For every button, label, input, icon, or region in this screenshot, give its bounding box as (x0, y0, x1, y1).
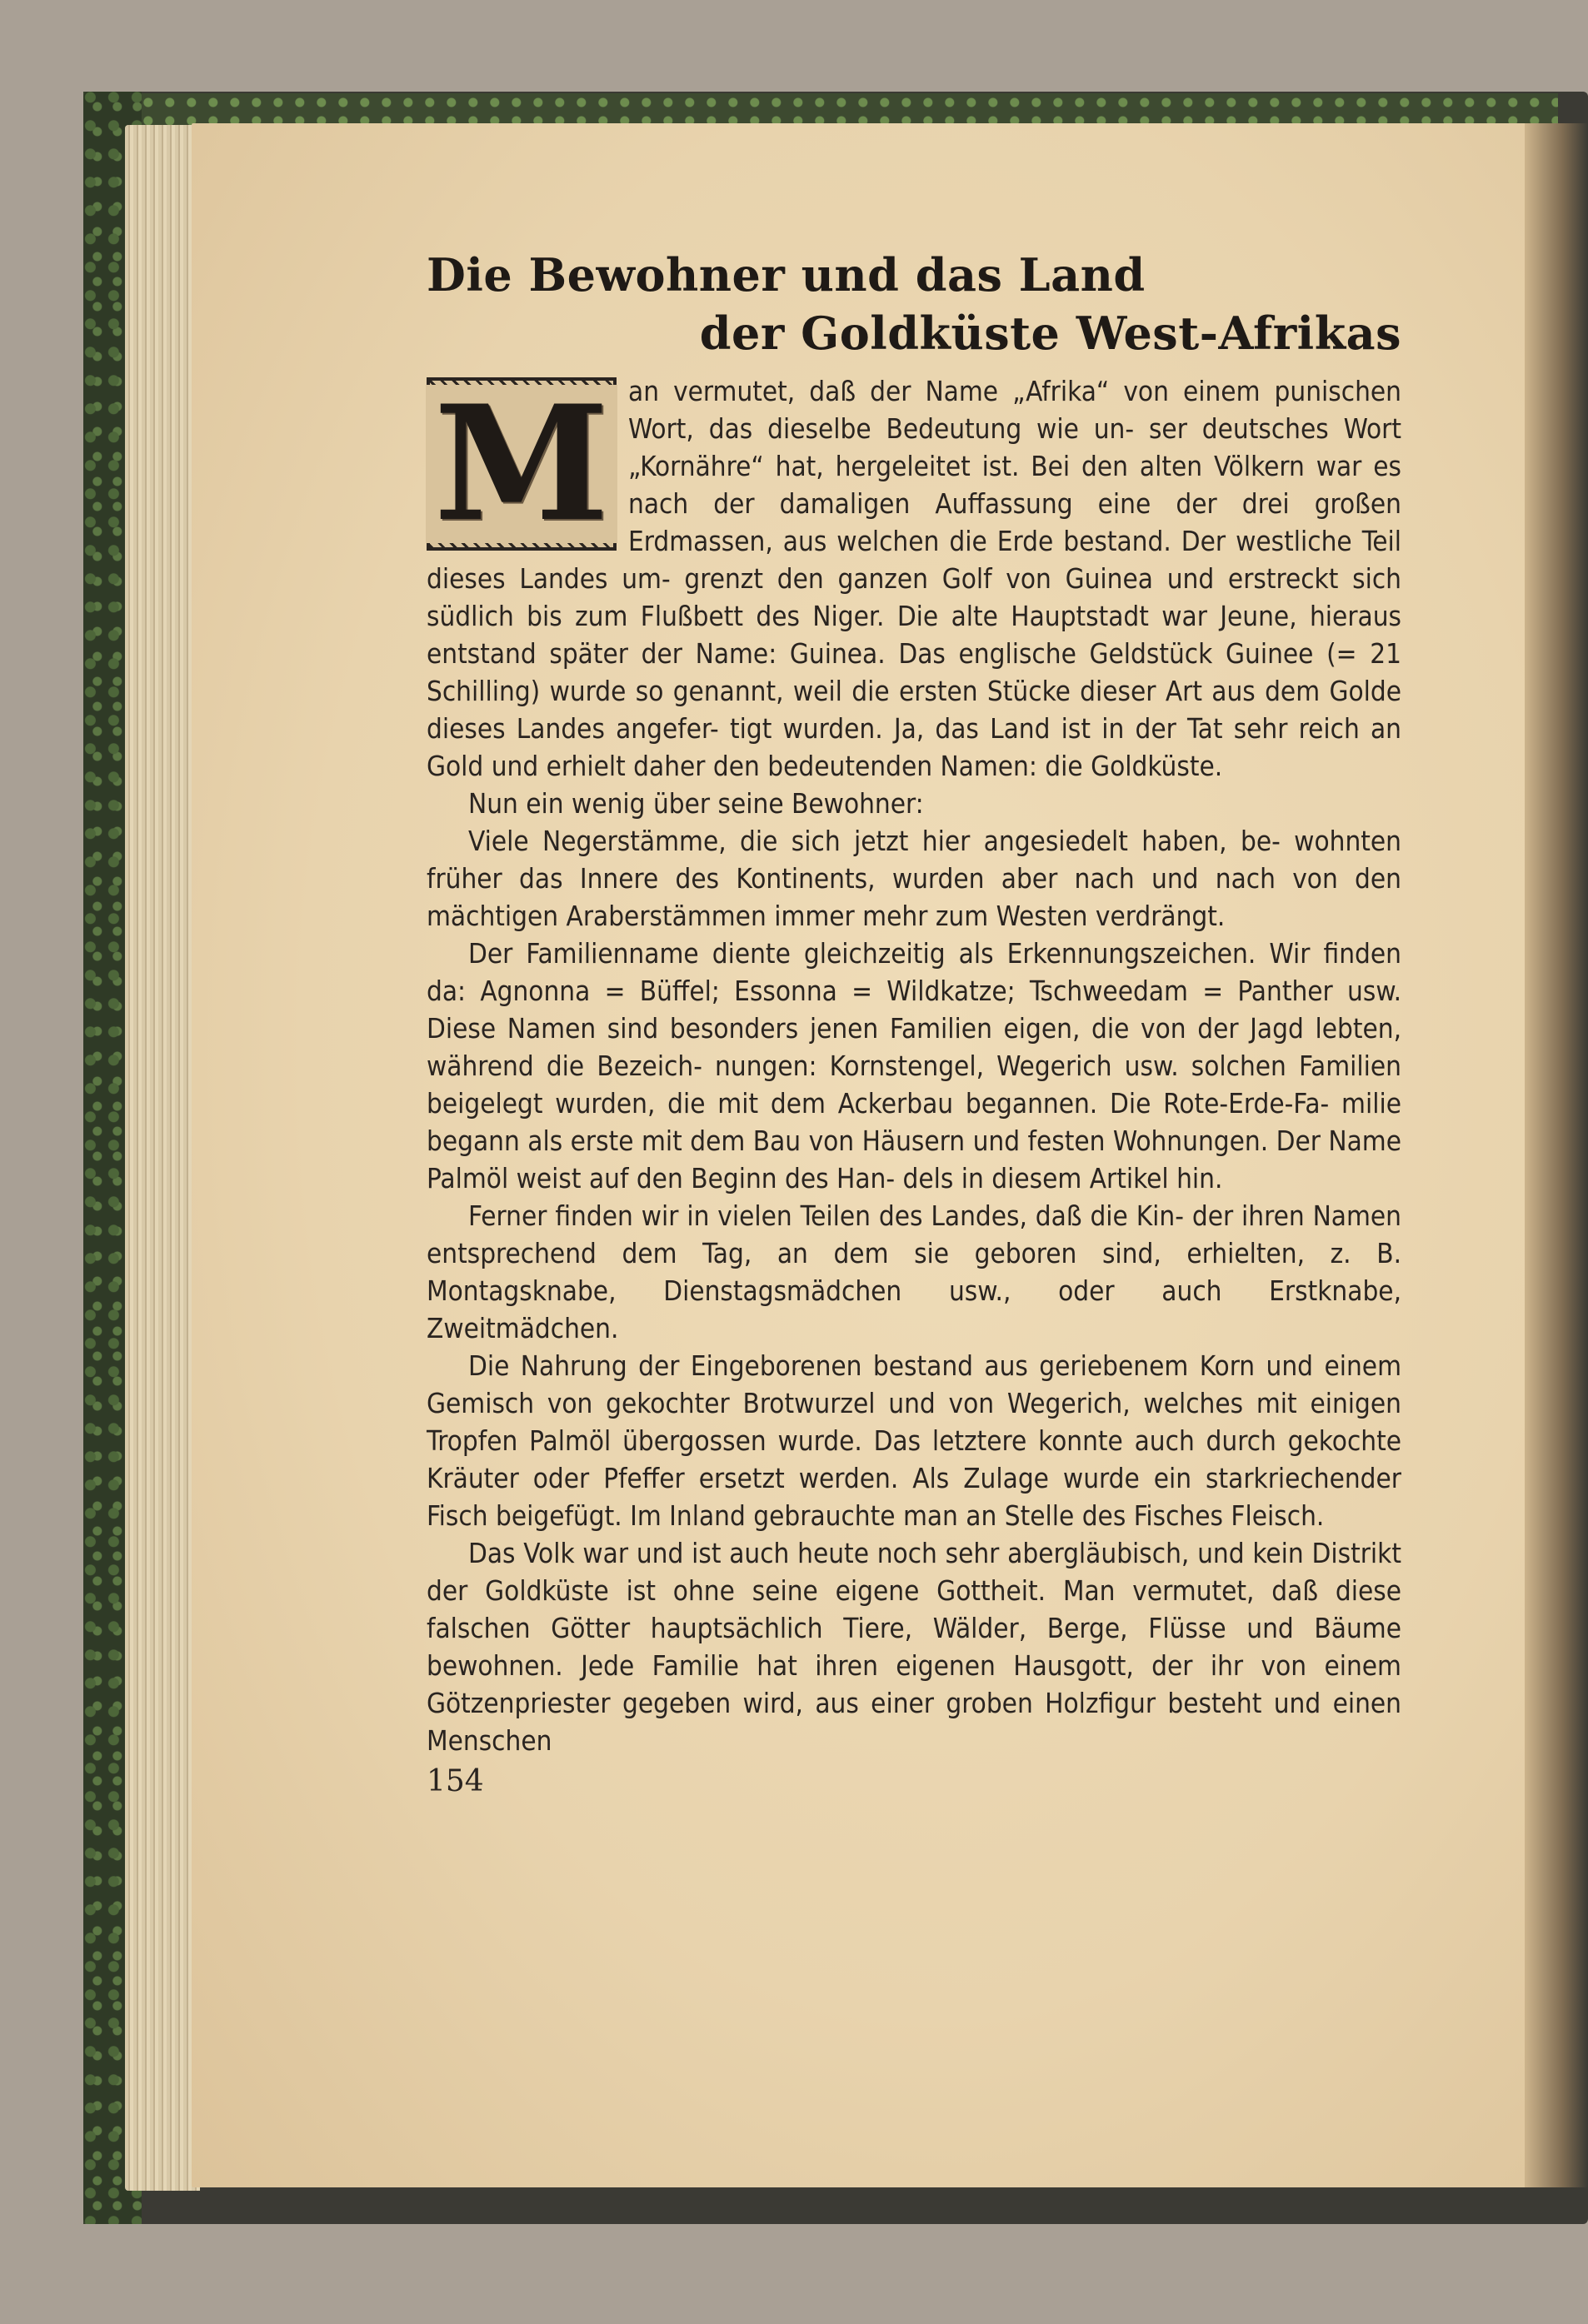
paragraph-7: Das Volk war und ist auch heute noch sehr abergläubisch, und kein Distrikt der Goldküste ist ohne seine eigene Gottheit. Man vermutet, daß diese falschen Götter hauptsächlich Tiere, Wälder, Berge, Flüsse und Bäume bewohnen. Jede Familie hat ihren eigenen Hausgott, der ihr von einem Götzenpriester gegeben wird, aus einer groben Holzfigur besteht und einen Menschen (427, 1537, 1401, 1757)
page-edges (125, 125, 200, 2191)
drop-cap-letter: M (426, 385, 617, 543)
page-content (427, 246, 1401, 1798)
drop-cap (427, 371, 617, 556)
title-line-2: der Goldküste West-Afrikas (699, 307, 1401, 360)
paragraph-5: Ferner finden wir in vielen Teilen des Landes, daß die Kin- der ihren Namen entsprechend dem Tag, an dem sie geboren sind, erhielten, z. B. Montagsknabe, Dienstagsmädchen usw., oder auch Erstknabe, Zweitmädchen. (427, 1199, 1401, 1344)
paragraph-1: an vermutet, daß der Name „Afrika“ von einem punischen Wort, das dieselbe Bedeutung wie un- ser deutsches Wort „Kornähre“ hat, hergeleitet ist. Bei den alten Völkern war es nach der damaligen Auffassung eine der drei großen Erdmassen, aus welchen die Erde bestand. Der westliche Teil dieses Landes um- grenzt den ganzen Golf von Guinea und erstreckt sich südlich bis zum Flußbett des Niger. Die alte Hauptstadt war Jeune, hieraus entstand später der Name: Guinea. Das englische Geldstück Guinee (= 21 Schilling) wurde so genannt, weil die ersten Stücke dieser Art aus dem Golde dieses Landes angefer- tigt wurden. Ja, das Land ist in der Tat sehr reich an Gold und erhielt daher den bedeutenden Namen: die Goldküste. (427, 375, 1401, 782)
paragraph-3: Viele Negerstämme, die sich jetzt hier angesiedelt haben, be- wohnten früher das Innere des Kontinents, wurden aber nach und nach von den mächtigen Araberstämmen immer mehr zum Westen verdrängt. (427, 825, 1401, 932)
paragraph-6: Die Nahrung der Eingeborenen bestand aus geriebenem Korn und einem Gemisch von gekochter Brotwurzel und von Wegerich, welches mit einigen Tropfen Palmöl übergossen wurde. Das letztere konnte auch durch gekochte Kräuter oder Pfeffer ersetzt werden. Als Zulage wurde ein starkriechender Fisch beigefügt. Im Inland gebrauchte man an Stelle des Fisches Fleisch. (427, 1349, 1401, 1532)
title-line-1: Die Bewohner und das Land (427, 248, 1146, 302)
paragraph-2: Nun ein wenig über seine Bewohner: (468, 787, 924, 820)
paragraph-4: Der Familienname diente gleichzeitig als Erkennungszeichen. Wir finden da: Agnonna = Büffel; Essonna = Wildkatze; Tschweedam = Panther usw. Diese Namen sind besonders jenen Familien eigen, die von der Jagd lebten, während die Bezeich- nungen: Kornstengel, Wegerich usw. solchen Familien beigelegt wurden, die mit dem Ackerbau begannen. Die Rote-Erde-Fa- milie begann als erste mit dem Bau von Häusern und festen Wohnungen. Der Name Palmöl weist auf den Beginn des Han- dels in diesem Artikel hin. (427, 937, 1401, 1194)
page-gutter-shadow (1525, 123, 1588, 2187)
page-number: 154 (427, 1764, 484, 1798)
